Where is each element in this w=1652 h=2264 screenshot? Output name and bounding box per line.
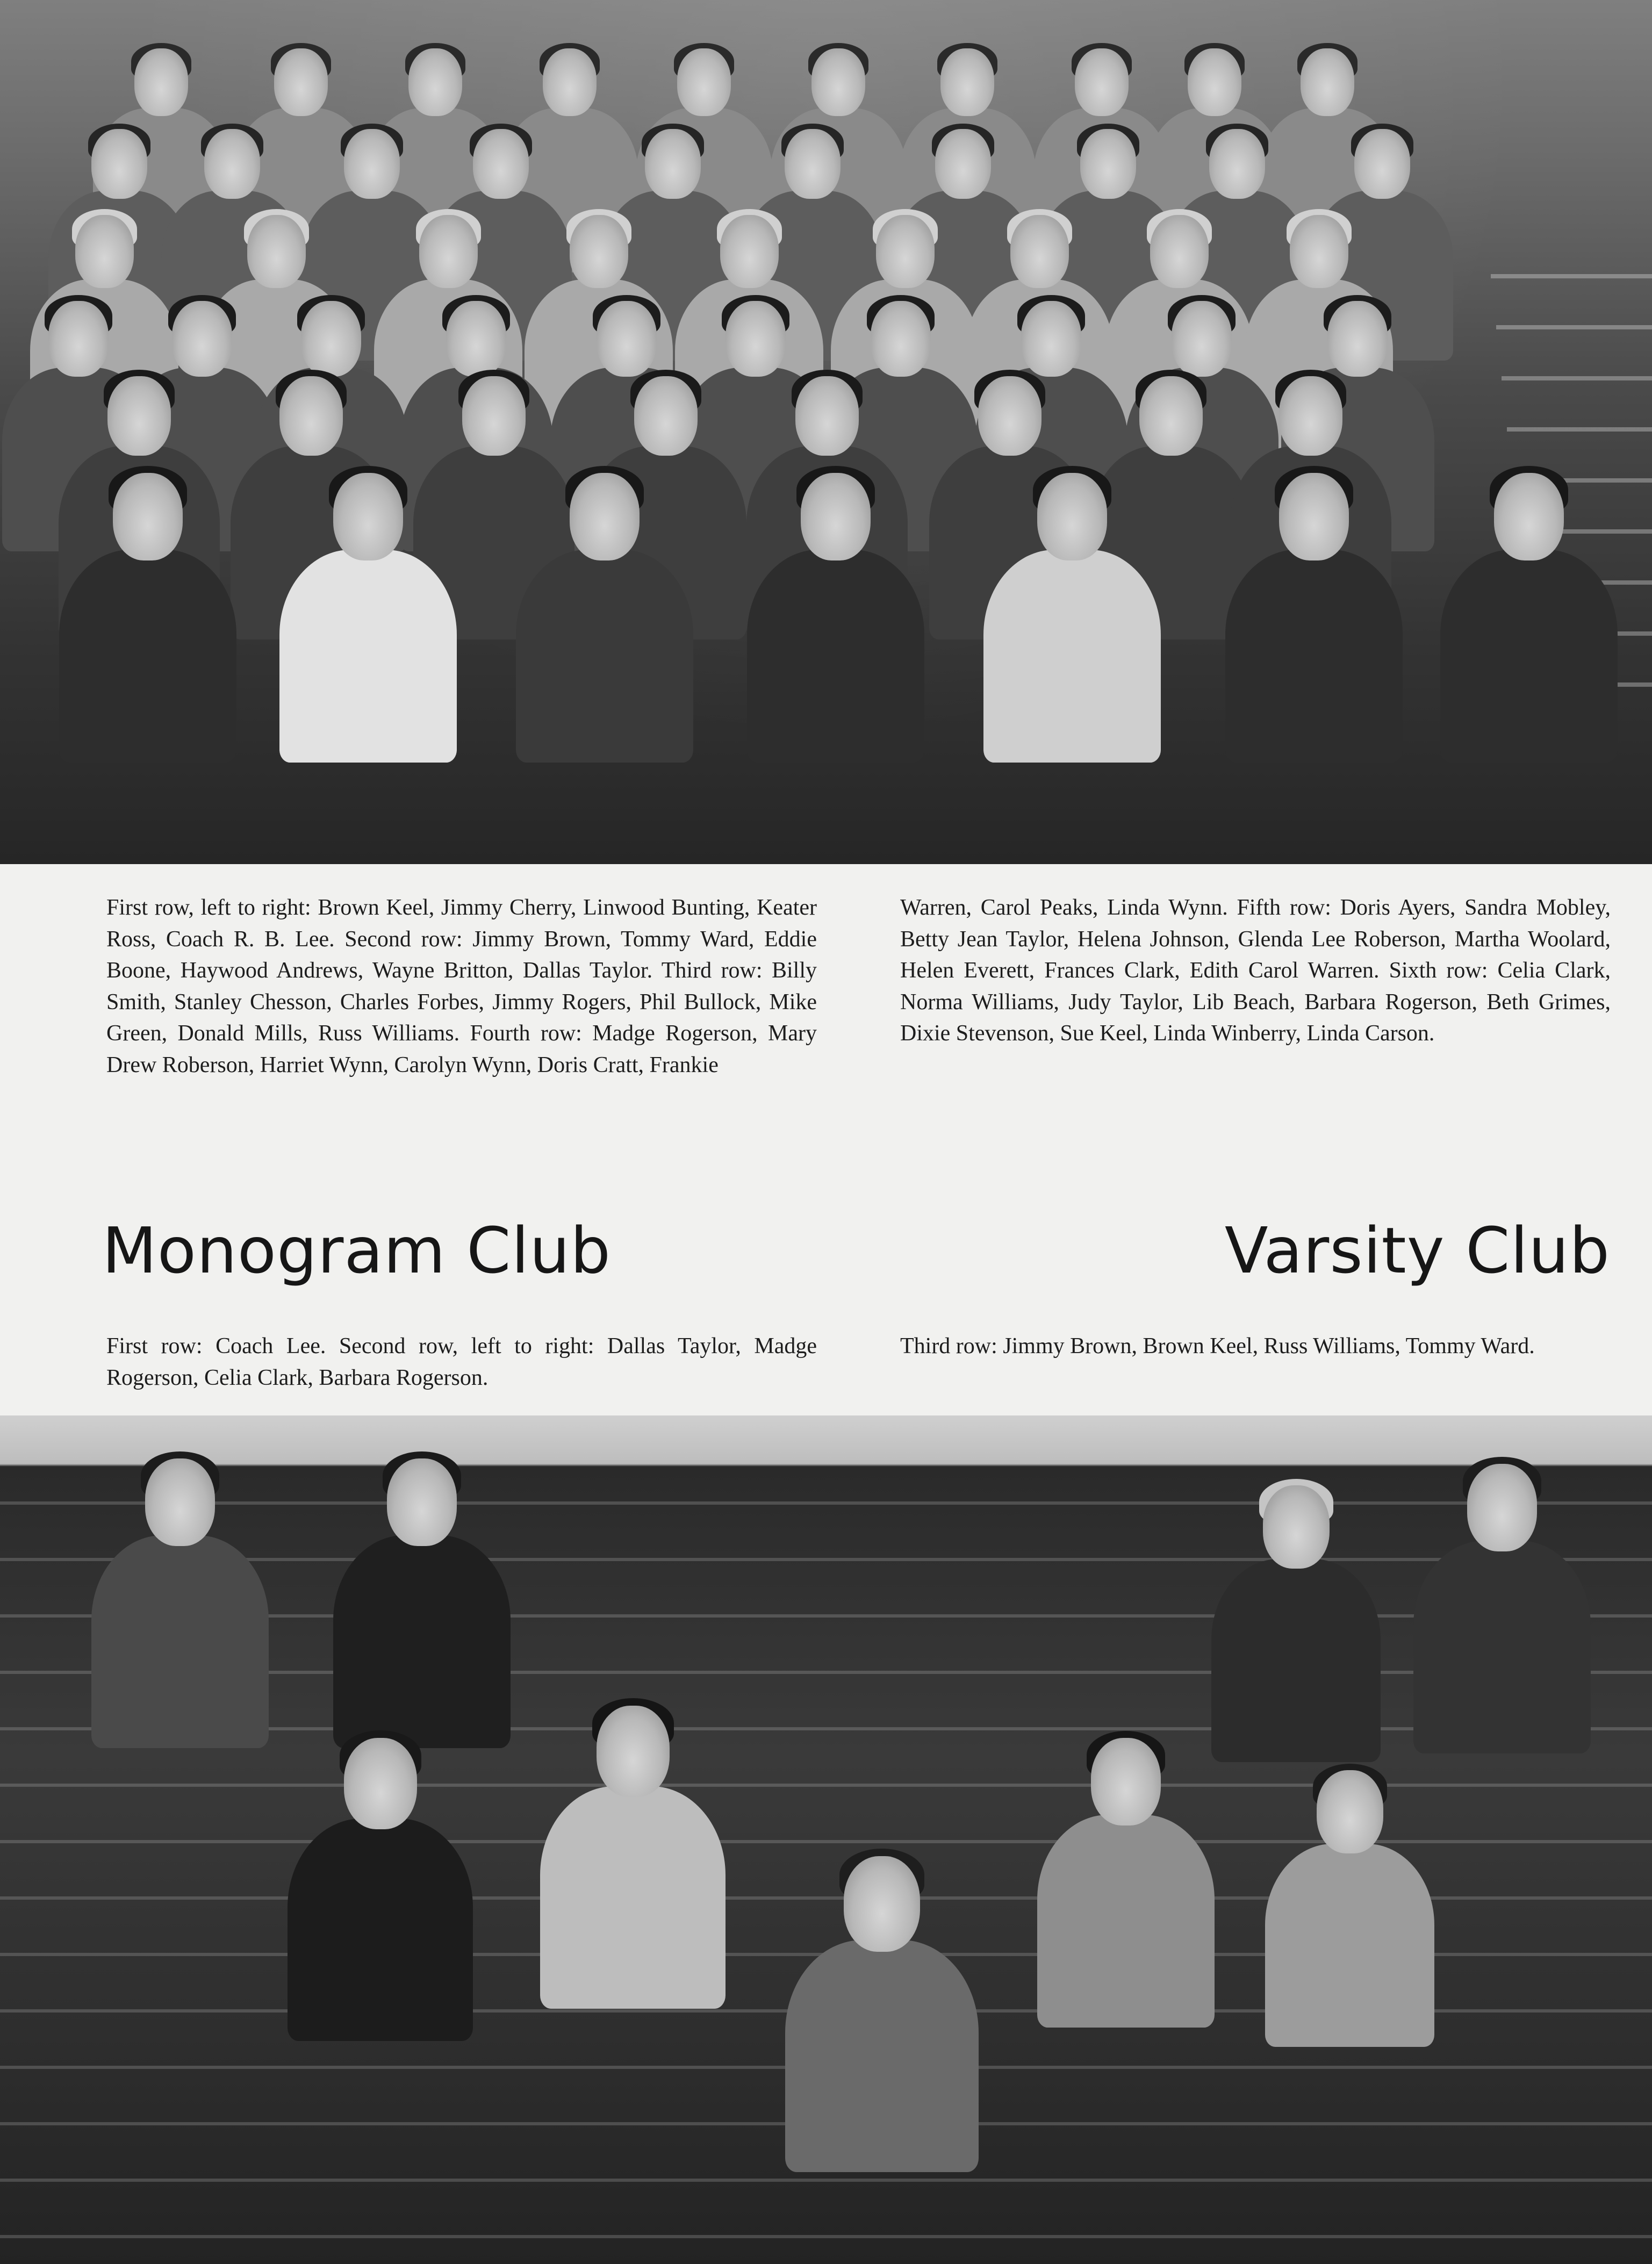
heading-monogram-club: Monogram Club bbox=[102, 1213, 612, 1288]
heading-varsity-club: Varsity Club bbox=[1224, 1213, 1610, 1288]
bleacher-plank bbox=[0, 2235, 1652, 2238]
group-photo-varsity-club bbox=[0, 1415, 1652, 2264]
bleacher-step bbox=[1496, 325, 1652, 329]
bleacher-plank bbox=[0, 1784, 1652, 1787]
varsity-caption-right: Third row: Jimmy Brown, Brown Keel, Russ Williams, Tommy Ward. bbox=[900, 1334, 1535, 1359]
photo-caption-left-column: First row, left to right: Brown Keel, Jimmy Cherry, Linwood Bunting, Keater Ross, Coach R. B. Lee. Second row: Jimmy Brown, Tommy Ward, Eddie Boone, Haywood Andrews, Wayne Britton, Dallas Taylor. Third row: Billy Smith, Stanley Chesson, Charles Forbes, Jimmy Rogers, Phil Bullock, Mike Green, Donald Mills, Russ Williams. Fourth row: Madge Rogerson, Mary Drew Roberson, Harriet Wynn, Carolyn Wynn, Doris Cratt, Frankie bbox=[106, 895, 817, 1077]
bleacher-plank bbox=[0, 1501, 1652, 1505]
bleacher-step bbox=[1502, 376, 1652, 380]
bleacher-plank bbox=[0, 2179, 1652, 2182]
varsity-caption-left: First row: Coach Lee. Second row, left to right: Dallas Taylor, Madge Rogerson, Celia Clark, Barbara Rogerson. bbox=[106, 1334, 817, 1390]
bleacher-plank bbox=[0, 1840, 1652, 1843]
photo-caption-right-column: Warren, Carol Peaks, Linda Wynn. Fifth row: Doris Ayers, Sandra Mobley, Betty Jean Taylor, Helena Johnson, Glenda Lee Roberson, Martha Woolard, Helen Everett, Frances Clark, Edith Carol Warren. Sixth row: Celia Clark, Norma Williams, Judy Taylor, Lib Beach, Barbara Rogerson, Beth Grimes, Dixie Stevenson, Sue Keel, Linda Winberry, Linda Carson. bbox=[900, 895, 1611, 1046]
group-photo-monogram-club bbox=[0, 0, 1652, 864]
bleacher-step bbox=[1491, 274, 1652, 278]
bleacher-step bbox=[1507, 427, 1652, 432]
